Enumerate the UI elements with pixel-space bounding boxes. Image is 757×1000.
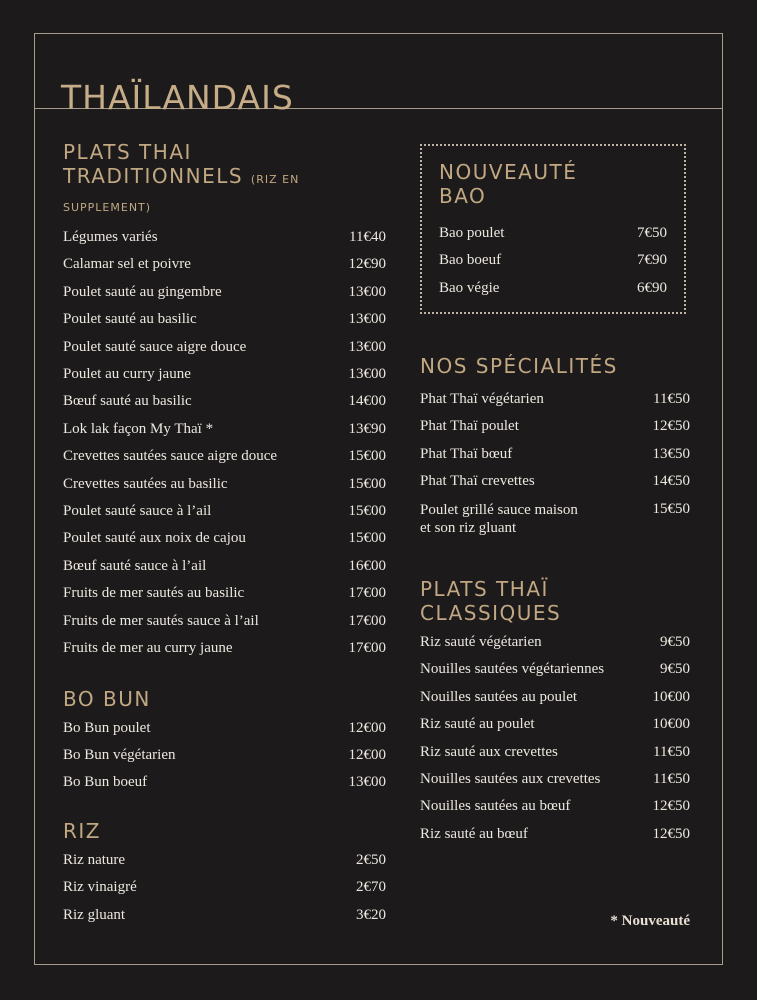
page-title: THAÏLANDAIS: [61, 78, 294, 118]
section-bo-bun: [63, 687, 386, 797]
menu-item-price: 15€00: [348, 503, 386, 520]
menu-item: [420, 468, 690, 495]
menu-item-price: 13€00: [348, 338, 386, 355]
menu-item-name: Crevettes sautées sauce aigre douce: [63, 448, 278, 465]
section-title: RIZ: [63, 818, 101, 843]
section-title: [63, 140, 386, 220]
menu-item-price: 13€50: [652, 445, 690, 462]
menu-item-price: 9€50: [660, 661, 690, 678]
menu-item: [439, 220, 667, 247]
menu-item-price: 13€00: [348, 311, 386, 328]
menu-item: [63, 525, 386, 552]
menu-item: [420, 821, 690, 848]
menu-item-price: 3€20: [356, 906, 386, 923]
menu-item: [439, 275, 667, 302]
footnote-nouveaute: * Nouveauté: [610, 913, 690, 929]
menu-item-price: 7€50: [637, 225, 667, 241]
menu-item: [420, 629, 690, 656]
menu-item-name: Bo Bun végétarien: [63, 746, 176, 763]
menu-item-name: Fruits de mer sautés au basilic: [63, 585, 245, 602]
menu-item-price: 2€70: [356, 879, 386, 896]
menu-item-price: 17€00: [348, 585, 386, 602]
menu-item: [439, 247, 667, 274]
menu-item: [420, 793, 690, 820]
section-title: BO BUN: [63, 686, 151, 711]
menu-item-price: 15€00: [348, 448, 386, 465]
menu-item-name: Bao boeuf: [439, 252, 502, 269]
menu-item: [63, 361, 386, 388]
section-title-line1: PLATS THAI: [63, 140, 192, 164]
section-title: NOS SPÉCIALITÉS: [420, 354, 618, 378]
menu-item-price: 12€00: [348, 746, 386, 763]
menu-item: [63, 874, 386, 901]
section-title-line1: NOUVEAUTÉ: [439, 160, 578, 184]
menu-item-price: 16€00: [348, 557, 386, 574]
menu-item: [63, 443, 386, 470]
menu-item-price: 17€00: [348, 640, 386, 657]
menu-item: [63, 279, 386, 306]
menu-item-name-line2: et son riz gluant: [420, 519, 517, 536]
menu-item-price: 14€00: [348, 393, 386, 410]
menu-item: [63, 553, 386, 580]
menu-item: [63, 224, 386, 251]
menu-item-name: Poulet sauté sauce aigre douce: [63, 338, 247, 355]
menu-item: [420, 496, 690, 537]
menu-item-price: 12€00: [348, 719, 386, 736]
menu-item-name: Poulet sauté sauce à l’ail: [63, 503, 212, 520]
menu-item: [63, 416, 386, 443]
menu-item-price: 15€50: [652, 500, 690, 517]
menu-item: [63, 498, 386, 525]
title-bar: [35, 34, 722, 118]
menu-item-price: 12€50: [652, 798, 690, 815]
menu-item-price: 12€50: [652, 418, 690, 435]
menu-item-price: 10€00: [652, 688, 690, 705]
left-column: [63, 140, 386, 955]
menu-item-name: Fruits de mer au curry jaune: [63, 640, 233, 657]
menu-item: [63, 715, 386, 742]
menu-item: [420, 739, 690, 766]
menu-item-name: Bo Bun boeuf: [63, 774, 148, 791]
section-title: [439, 160, 667, 208]
menu-item-price: 14€50: [652, 473, 690, 490]
section-nos-specialites: [420, 354, 690, 537]
menu-item-price: 11€40: [349, 229, 386, 245]
menu-item-price: 6€90: [637, 279, 667, 296]
menu-item-name: Riz sauté au poulet: [420, 716, 535, 733]
menu-item-price: 11€50: [653, 771, 690, 788]
menu-item: [63, 742, 386, 769]
menu-item-name: Riz vinaigré: [63, 879, 137, 896]
menu-item-name: Lok lak façon My Thaï *: [63, 420, 214, 437]
menu-item-price: 12€90: [348, 256, 386, 273]
menu-item: [63, 334, 386, 361]
menu-item-price: 15€00: [348, 475, 386, 492]
menu-item: [63, 847, 386, 874]
section-title-line1: PLATS THAÏ: [420, 577, 549, 601]
menu-item-price: 11€50: [653, 743, 690, 760]
menu-item-name: Riz gluant: [63, 906, 126, 923]
menu-item-name: Poulet sauté au gingembre: [63, 283, 222, 300]
menu-item-name: Légumes variés: [63, 229, 158, 245]
menu-item: [63, 388, 386, 415]
menu-item-name: Bœuf sauté au basilic: [63, 393, 192, 410]
menu-item-name: Bao poulet: [439, 225, 505, 241]
menu-item: [63, 608, 386, 635]
menu-item-price: 7€90: [637, 252, 667, 269]
menu-item-name: Phat Thaï végétarien: [420, 391, 544, 407]
section-title-line2: BAO: [439, 184, 487, 208]
menu-item: [420, 413, 690, 440]
menu-item-price: 10€00: [652, 716, 690, 733]
menu-item: [63, 251, 386, 278]
menu-item-name: Bœuf sauté sauce à l’ail: [63, 557, 207, 574]
section-title-line2: CLASSIQUES: [420, 601, 562, 625]
menu-item-name: Calamar sel et poivre: [63, 256, 191, 273]
section-plats-thai-classiques: [420, 577, 690, 848]
menu-item: [420, 656, 690, 683]
menu-item-name: Nouilles sautées végétariennes: [420, 661, 605, 678]
menu-item: [63, 471, 386, 498]
menu-item-price: 9€50: [660, 634, 690, 650]
menu-item-name: Phat Thaï poulet: [420, 418, 519, 435]
menu-item-name-line1: Poulet grillé sauce maison: [420, 501, 578, 518]
menu-item-name: Nouilles sautées aux crevettes: [420, 771, 601, 788]
menu-item-name: Riz sauté aux crevettes: [420, 743, 558, 760]
menu-item-price: 13€00: [348, 366, 386, 383]
menu-item: [420, 684, 690, 711]
menu-item: [420, 711, 690, 738]
menu-item-name: Riz sauté végétarien: [420, 634, 542, 650]
section-note: (RIZ EN SUPPLEMENT): [63, 173, 300, 214]
menu-item: [63, 902, 386, 929]
menu-item-price: 2€50: [356, 851, 386, 868]
menu-item: [63, 769, 386, 796]
menu-item-name: Bo Bun poulet: [63, 719, 151, 736]
section-title-line2: TRADITIONNELS: [63, 164, 244, 188]
menu-item-name: Riz sauté au bœuf: [420, 825, 528, 842]
section-title: [420, 577, 690, 625]
menu-item-name: Fruits de mer sautés sauce à l’ail: [63, 612, 259, 629]
menu-item: [420, 441, 690, 468]
menu-item: [420, 766, 690, 793]
menu-item-price: 12€50: [652, 825, 690, 842]
menu-item-name: Riz nature: [63, 851, 126, 868]
menu-item-price: 17€00: [348, 612, 386, 629]
section-plats-thai-traditionnels: [63, 140, 386, 663]
nouveaute-bao-box: [420, 144, 686, 314]
menu-item-price: 13€00: [348, 774, 386, 791]
menu-item-price: 13€00: [348, 283, 386, 300]
menu-item-name: Nouilles sautées au bœuf: [420, 798, 571, 815]
menu-item: [63, 580, 386, 607]
menu-item: [420, 386, 690, 413]
menu-item-name: Poulet au curry jaune: [63, 366, 191, 383]
menu-item-price: 11€50: [653, 391, 690, 407]
menu-item-name: Nouilles sautées au poulet: [420, 688, 578, 705]
menu-item-name: Poulet sauté aux noix de cajou: [63, 530, 246, 547]
menu-item-name: Phat Thaï crevettes: [420, 473, 535, 490]
menu-item-name: Crevettes sautées au basilic: [63, 475, 228, 492]
menu-item-name: Poulet sauté au basilic: [63, 311, 197, 328]
menu-item-name: Phat Thaï bœuf: [420, 445, 513, 462]
menu-item-price: 13€90: [348, 420, 386, 437]
menu-frame: [34, 33, 723, 965]
section-riz: [63, 819, 386, 929]
menu-item-name: Bao végie: [439, 279, 500, 296]
menu-item-name: [420, 496, 653, 537]
menu-item-price: 15€00: [348, 530, 386, 547]
menu-item: [63, 635, 386, 662]
menu-item: [63, 306, 386, 333]
